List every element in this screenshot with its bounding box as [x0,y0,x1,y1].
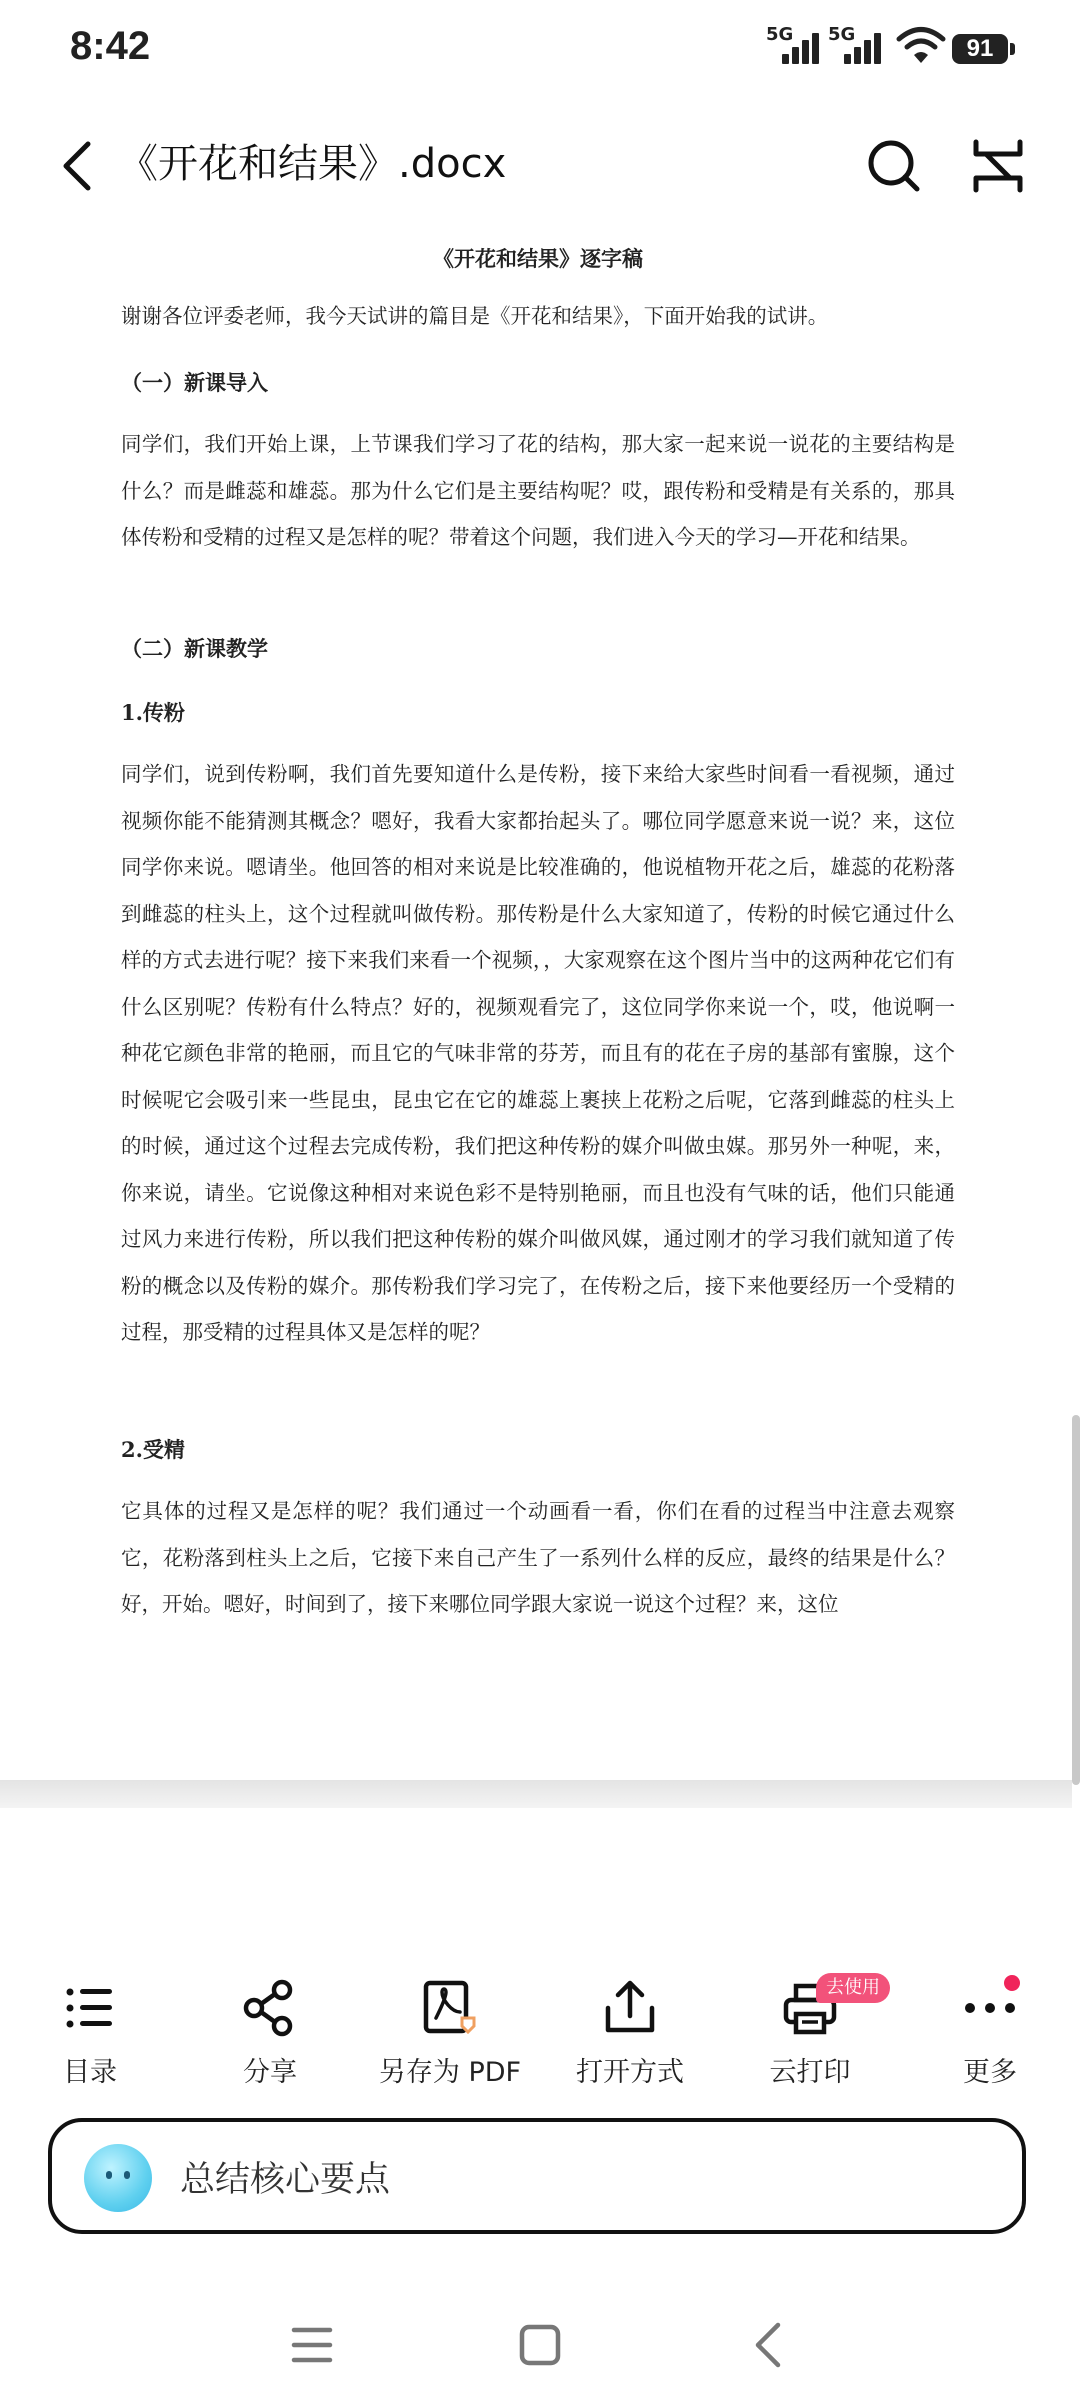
network-type-label: 5G [766,24,794,45]
share-label: 分享 [243,2057,297,2088]
read-mode-button[interactable] [966,134,1030,198]
share-icon [240,1978,300,2038]
open-with-button[interactable] [555,1978,705,2088]
more-button[interactable] [915,1978,1065,2088]
system-back-button[interactable] [730,2310,810,2380]
subsection-title-1: 1.传粉 [121,700,185,725]
toc-button[interactable] [15,1978,165,2088]
page-separator [0,1780,1072,1808]
save-as-pdf-button[interactable] [375,1978,525,2088]
subsection2-paragraph: 它具体的过程又是怎样的呢？我们通过一个动画看一看，你们在看的过程当中注意去观察它，花粉落到柱头上之后，它接下来自己产生了一系列什么样的反应，最终的结果是什么？好，开始。嗯好，时间到了，接下来哪位同学跟大家说一说这个过程？来，这位 [121,1499,955,1616]
toc-label: 目录 [63,2057,117,2088]
upload-icon [600,1978,660,2038]
scrollbar[interactable] [1072,1415,1080,1785]
subsection-title-2: 2.受精 [121,1437,185,1462]
save-as-pdf-label: 另存为 PDF [378,2057,522,2088]
bottom-toolbar [0,1960,1080,2100]
notification-dot [1004,1975,1020,1991]
section-title-2: （二）新课教学 [121,636,268,661]
reader-icon [966,134,1030,198]
recent-apps-button[interactable] [272,2310,352,2380]
status-time: 8:42 [70,24,151,68]
cloud-print-label: 云打印 [769,2057,851,2088]
document-heading: 《开花和结果》逐字稿 [433,246,643,271]
document-title: 《开花和结果》.docx [118,141,507,187]
ai-assistant-avatar-icon [84,2144,152,2212]
more-label: 更多 [963,2057,1017,2088]
subsection1-paragraph: 同学们，说到传粉啊，我们首先要知道什么是传粉，接下来给大家些时间看一看视频，通过视频你能不能猜测其概念？嗯好，我看大家都抬起头了。哪位同学愿意来说一说？来，这位同学你来说。嗯请坐。他回答的相对来说是比较准确的，他说植物开花之后，雄蕊的花粉落到雌蕊的柱头上，这个过程就叫做传粉。那传粉是什么大家知道了，传粉的时候它通过什么样的方式去进行呢？接下来我们来看一个视频，，大家观察在这个图片当中的这两种花它们有什么区别呢？传粉有什么特点？好的，视频观看完了，这位同学你来说一个，哎，他说啊一种花它颜色非常的艳丽，而且它的气味非常的芬芳，而且有的花在子房的基部有蜜腺，这个时候呢它会吸引来一些昆虫，昆虫它在它的雄蕊上裹挟上花粉之后呢，它落到雌蕊的柱头上的时候，通过这个过程去完成传粉，我们把这种传粉的媒介叫做虫媒。那另外一种呢，来，你来说，请坐。它说像这种相对来说色彩不是特别艳丽，而且也没有气味的话，他们只能通过风力来进行传粉，所以我们把这种传粉的媒介叫做风媒，通过刚才的学习我们就知道了传粉的概念以及传粉的媒介。那传粉我们学习完了，在传粉之后，接下来他要经历一个受精的过程，那受精的过程具体又是怎样的呢？ [121,762,955,1344]
battery-icon: 91 [952,34,1008,64]
wifi-icon [896,26,946,70]
open-with-label: 打开方式 [576,2057,684,2088]
title-bar [0,110,1080,225]
home-button[interactable] [500,2310,580,2380]
share-button[interactable] [195,1978,345,2088]
network-type-label-2: 5G [828,24,856,45]
back-button[interactable] [48,134,112,198]
back-chevron-icon [730,2310,810,2380]
search-icon [862,134,926,198]
menu-icon [272,2310,352,2380]
cellular-signal-icon-2 [828,24,888,68]
next-page[interactable] [0,1808,1080,1968]
system-navigation-bar [0,2300,1080,2401]
document-page[interactable] [0,225,1072,1780]
ai-summary-label: 总结核心要点 [180,2160,391,2200]
home-square-icon [500,2310,580,2380]
cellular-signal-icon [766,24,826,68]
section-title-1: （一）新课导入 [121,370,268,395]
back-arrow-icon [48,134,112,198]
print-promo-badge[interactable]: 去使用 [816,1973,890,2003]
section1-paragraph: 同学们，我们开始上课，上节课我们学习了花的结构，那大家一起来说一说花的主要结构是什么？而是雌蕊和雄蕊。那为什么它们是主要结构呢？哎，跟传粉和受精是有关系的，那具体传粉和受精的过程又是怎样的呢？带着这个问题，我们进入今天的学习—开花和结果。 [121,432,955,549]
pdf-icon [420,1978,480,2038]
list-icon [60,1978,120,2038]
intro-paragraph: 谢谢各位评委老师，我今天试讲的篇目是《开花和结果》，下面开始我的试讲。 [121,304,829,328]
ai-summary-button[interactable] [48,2118,1026,2234]
status-bar [0,0,1080,100]
search-button[interactable] [862,134,926,198]
